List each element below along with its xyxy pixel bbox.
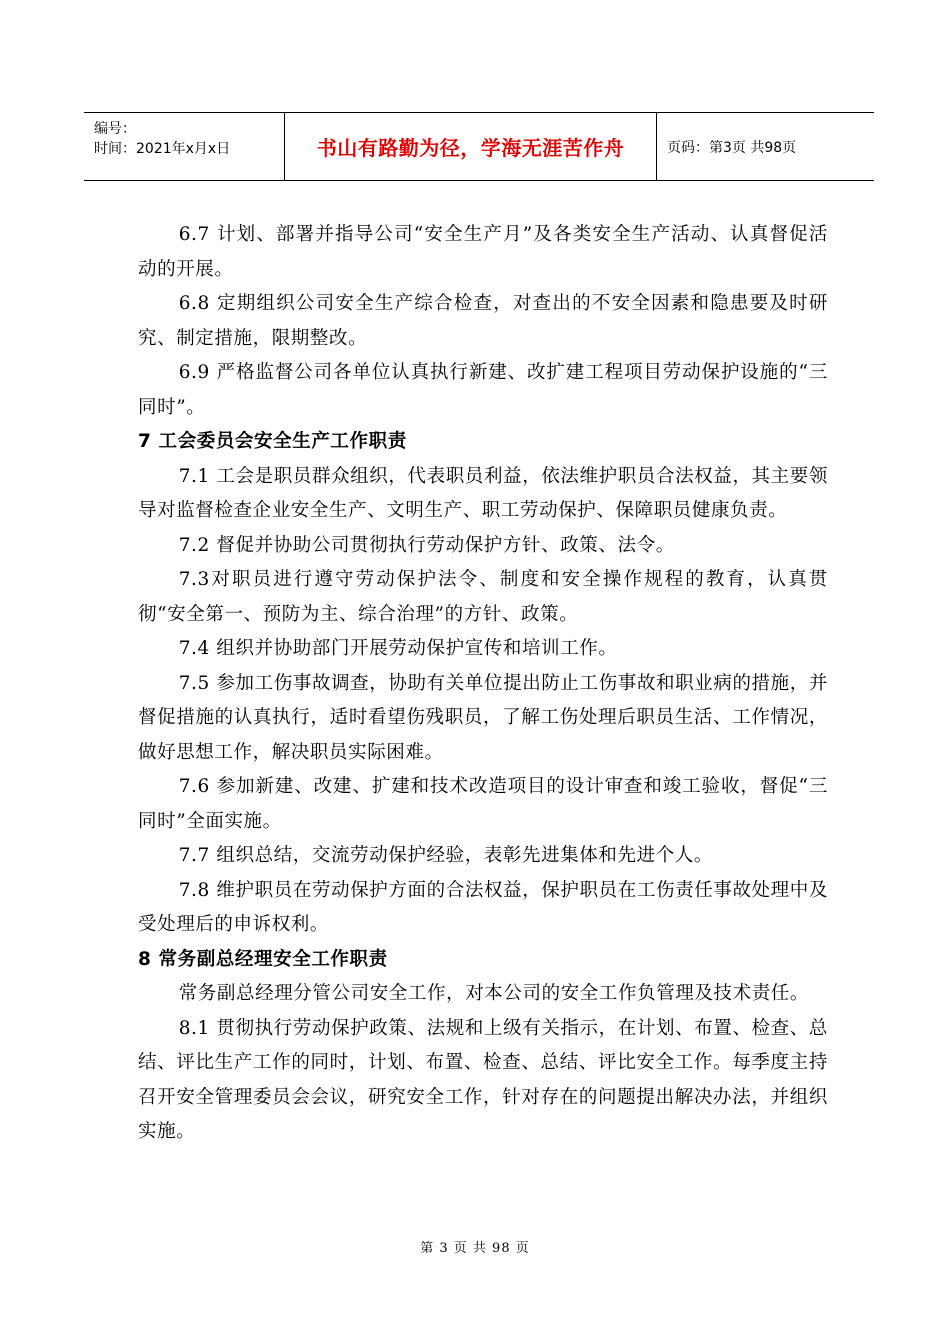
paragraph-7-1: 7.1 工会是职员群众组织，代表职员利益，依法维护职员合法权益，其主要领导对监督检查企业安全生产、文明生产、职工劳动保护、保障职员健康负责。 [138, 465, 828, 521]
paragraph-7-2: 7.2 督促并协助公司贯彻执行劳动保护方针、政策、法令。 [178, 534, 675, 556]
section-heading-7: 7 工会委员会安全生产工作职责 [138, 431, 407, 452]
paragraph-7-6: 7.6 参加新建、改建、扩建和技术改造项目的设计审查和竣工验收，督促“三同时”全面实施。 [138, 776, 828, 832]
paragraph-7-8: 7.8 维护职员在劳动保护方面的合法权益，保护职员在工伤责任事故处理中及受处理后的申诉权利。 [138, 879, 828, 935]
paragraph-8-intro: 常务副总经理分管公司安全工作，对本公司的安全工作负管理及技术责任。 [178, 983, 809, 1004]
paragraph-6-7: 6.7 计划、部署并指导公司“安全生产月”及各类安全生产活动、认真督促活动的开展。 [138, 224, 828, 280]
paragraph-6-9: 6.9 严格监督公司各单位认真执行新建、改扩建工程项目劳动保护设施的“三同时”。 [138, 362, 828, 418]
paragraph-8-1: 8.1 贯彻执行劳动保护政策、法规和上级有关指示，在计划、布置、检查、总结、评比生产工作的同时，计划、布置、检查、总结、评比安全工作。每季度主持召开安全管理委员会会议，研究安全工作，针对存在的问题提出解决办法，并组织实施。 [138, 1017, 828, 1142]
header-page-info: 页码：第3页 共98页 [667, 139, 797, 156]
document-body [138, 218, 828, 1150]
page-header [84, 112, 874, 181]
section-heading-8: 8 常务副总经理安全工作职责 [138, 948, 388, 970]
paragraph-6-8: 6.8 定期组织公司安全生产综合检查，对查出的不安全因素和隐患要及时研究、制定措施，限期整改。 [138, 293, 828, 349]
document-time-label: 时间：2021年x月x日 [94, 141, 231, 157]
page-footer: 第 3 页 共 98 页 [420, 1241, 530, 1256]
paragraph-7-4: 7.4 组织并协助部门开展劳动保护宣传和培训工作。 [178, 638, 618, 659]
paragraph-7-3: 7.3对职员进行遵守劳动保护法令、制度和安全操作规程的教育，认真贯彻“安全第一、预防为主、综合治理”的方针、政策。 [138, 569, 828, 625]
header-meta-cell [84, 113, 285, 180]
header-motto: 书山有路勤为径，学海无涯苦作舟 [285, 113, 657, 180]
document-number-label: 编号： [94, 121, 136, 137]
paragraph-7-5: 7.5 参加工伤事故调查，协助有关单位提出防止工伤事故和职业病的措施，并督促措施的认真执行，适时看望伤残职员，了解工伤处理后职员生活、工作情况，做好思想工作，解决职员实际困难。 [138, 672, 828, 763]
paragraph-7-7: 7.7 组织总结，交流劳动保护经验，表彰先进集体和先进个人。 [178, 845, 713, 866]
